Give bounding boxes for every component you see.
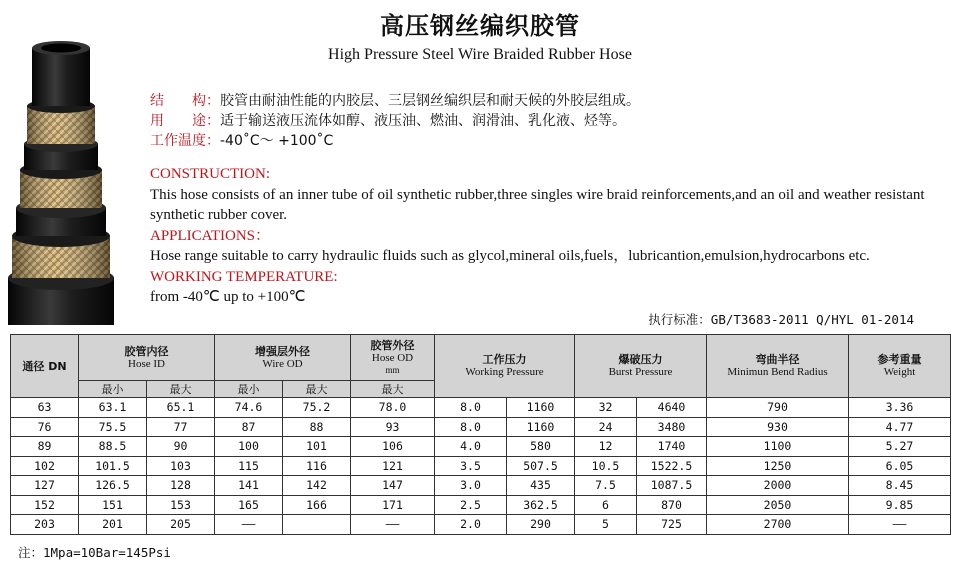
- table-cell: 1160: [507, 417, 575, 437]
- header-wire-od-max: 最大: [283, 381, 351, 398]
- table-cell: 90: [147, 437, 215, 457]
- standard-reference: 执行标准：GB/T3683-2011 Q/HYL 01-2014: [648, 312, 914, 327]
- table-cell: 362.5: [507, 495, 575, 515]
- table-cell: 507.5: [507, 456, 575, 476]
- table-cell: 100: [215, 437, 283, 457]
- table-cell: 8.45: [849, 476, 951, 496]
- page-title: 高压钢丝编织胶管: [380, 12, 580, 40]
- spec-usage: [150, 112, 626, 130]
- table-cell: 9.85: [849, 495, 951, 515]
- table-row: [11, 437, 951, 457]
- table-cell: 7.5: [575, 476, 637, 496]
- spec-temperature-text: -40˚C～ +100˚C: [220, 133, 334, 149]
- header-burst-pressure: 爆破压力 Burst Pressure: [575, 335, 707, 398]
- applications-heading: APPLICATIONS：: [150, 227, 271, 244]
- table-cell: 166: [283, 495, 351, 515]
- table-cell: ——: [215, 515, 283, 535]
- table-cell: 32: [575, 398, 637, 418]
- table-cell: 870: [637, 495, 707, 515]
- table-cell: 6.05: [849, 456, 951, 476]
- table-cell: 930: [707, 417, 849, 437]
- table-cell: 103: [147, 456, 215, 476]
- table-cell: 75.2: [283, 398, 351, 418]
- table-cell: 3.36: [849, 398, 951, 418]
- spec-usage-text: 适于输送液压流体如醇、液压油、燃油、润滑油、乳化液、烃等。: [220, 113, 626, 129]
- table-cell: 74.6: [215, 398, 283, 418]
- table-cell: 3.0: [435, 476, 507, 496]
- table-cell: 76: [11, 417, 79, 437]
- table-cell: 153: [147, 495, 215, 515]
- table-cell: 141: [215, 476, 283, 496]
- header-hose-od: 胶管外径 Hose OD mm: [351, 335, 435, 381]
- table-cell: 115: [215, 456, 283, 476]
- table-cell: 147: [351, 476, 435, 496]
- table-cell: 4.77: [849, 417, 951, 437]
- table-cell: 2050: [707, 495, 849, 515]
- table-row: [11, 495, 951, 515]
- table-cell: 201: [79, 515, 147, 535]
- table-cell: 101: [283, 437, 351, 457]
- construction-text: This hose consists of an inner tube of oil synthetic rubber,three singles wire braid reinforcements,and an oil and weather resistant synthetic rubber cover.: [150, 186, 925, 223]
- table-cell: 88.5: [79, 437, 147, 457]
- header-hose-od-max: 最大: [351, 381, 435, 398]
- table-cell: 205: [147, 515, 215, 535]
- table-cell: 65.1: [147, 398, 215, 418]
- unit-note: 注：1Mpa=10Bar=145Psi: [18, 545, 171, 560]
- table-cell: 435: [507, 476, 575, 496]
- table-cell: 580: [507, 437, 575, 457]
- table-cell: 3480: [637, 417, 707, 437]
- table-cell: [283, 515, 351, 535]
- table-cell: 121: [351, 456, 435, 476]
- table-cell: 1100: [707, 437, 849, 457]
- table-row: [11, 398, 951, 418]
- header-hose-id: 胶管内径 Hose ID: [79, 335, 215, 381]
- table-cell: 1087.5: [637, 476, 707, 496]
- table-cell: 126.5: [79, 476, 147, 496]
- spec-usage-label: 用 途：: [150, 113, 220, 129]
- table-cell: ——: [849, 515, 951, 535]
- table-cell: 2.5: [435, 495, 507, 515]
- applications-text: Hose range suitable to carry hydraulic fluids such as glycol,mineral oils,fuels，lubricantion,emulsion,hydrocarbons etc.: [150, 248, 870, 264]
- table-cell: 2000: [707, 476, 849, 496]
- table-cell: 8.0: [435, 398, 507, 418]
- page-subtitle: High Pressure Steel Wire Braided Rubber Hose: [328, 46, 632, 63]
- table-cell: 4.0: [435, 437, 507, 457]
- table-cell: 1522.5: [637, 456, 707, 476]
- table-row: [11, 476, 951, 496]
- table-cell: 10.5: [575, 456, 637, 476]
- table-cell: 87: [215, 417, 283, 437]
- table-cell: 128: [147, 476, 215, 496]
- table-cell: ——: [351, 515, 435, 535]
- spec-table: [10, 334, 951, 535]
- table-cell: 725: [637, 515, 707, 535]
- table-cell: 142: [283, 476, 351, 496]
- spec-temperature: [150, 132, 333, 150]
- table-cell: 127: [11, 476, 79, 496]
- temperature-text: from -40℃ up to +100℃: [150, 289, 306, 305]
- table-cell: 171: [351, 495, 435, 515]
- table-cell: 93: [351, 417, 435, 437]
- table-cell: 102: [11, 456, 79, 476]
- table-cell: 8.0: [435, 417, 507, 437]
- table-cell: 24: [575, 417, 637, 437]
- header-hose-id-min: 最小: [79, 381, 147, 398]
- header-wire-od-min: 最小: [215, 381, 283, 398]
- table-cell: 89: [11, 437, 79, 457]
- table-cell: 2.0: [435, 515, 507, 535]
- table-cell: 63.1: [79, 398, 147, 418]
- table-cell: 790: [707, 398, 849, 418]
- table-cell: 2700: [707, 515, 849, 535]
- table-cell: 77: [147, 417, 215, 437]
- hose-product-image: [6, 40, 126, 325]
- table-cell: 4640: [637, 398, 707, 418]
- construction-heading: CONSTRUCTION:: [150, 166, 271, 182]
- table-cell: 63: [11, 398, 79, 418]
- table-row: [11, 456, 951, 476]
- table-cell: 1160: [507, 398, 575, 418]
- table-cell: 106: [351, 437, 435, 457]
- table-cell: 101.5: [79, 456, 147, 476]
- table-cell: 3.5: [435, 456, 507, 476]
- table-cell: 6: [575, 495, 637, 515]
- spec-structure-text: 胶管由耐油性能的内胶层、三层钢丝编织层和耐天候的外胶层组成。: [220, 93, 640, 109]
- table-cell: 290: [507, 515, 575, 535]
- header-weight: 参考重量 Weight: [849, 335, 951, 398]
- table-cell: 165: [215, 495, 283, 515]
- table-row: [11, 417, 951, 437]
- temperature-heading: WORKING TEMPERATURE:: [150, 268, 338, 285]
- table-cell: 5: [575, 515, 637, 535]
- table-cell: 5.27: [849, 437, 951, 457]
- table-cell: 152: [11, 495, 79, 515]
- table-cell: 75.5: [79, 417, 147, 437]
- table-cell: 1740: [637, 437, 707, 457]
- table-cell: 88: [283, 417, 351, 437]
- header-bend-radius: 弯曲半径 Minimun Bend Radius: [707, 335, 849, 398]
- table-cell: 1250: [707, 456, 849, 476]
- header-wire-od: 增强层外径 Wire OD: [215, 335, 351, 381]
- table-cell: 12: [575, 437, 637, 457]
- english-description: [150, 164, 950, 308]
- spec-temperature-label: 工作温度：: [150, 133, 220, 149]
- header-working-pressure: 工作压力 Working Pressure: [435, 335, 575, 398]
- table-cell: 151: [79, 495, 147, 515]
- spec-structure: [150, 92, 640, 110]
- header-dn: 通径 DN: [11, 335, 79, 398]
- header-hose-id-max: 最大: [147, 381, 215, 398]
- table-row: [11, 515, 951, 535]
- table-cell: 116: [283, 456, 351, 476]
- table-cell: 203: [11, 515, 79, 535]
- spec-structure-label: 结 构：: [150, 93, 220, 109]
- table-cell: 78.0: [351, 398, 435, 418]
